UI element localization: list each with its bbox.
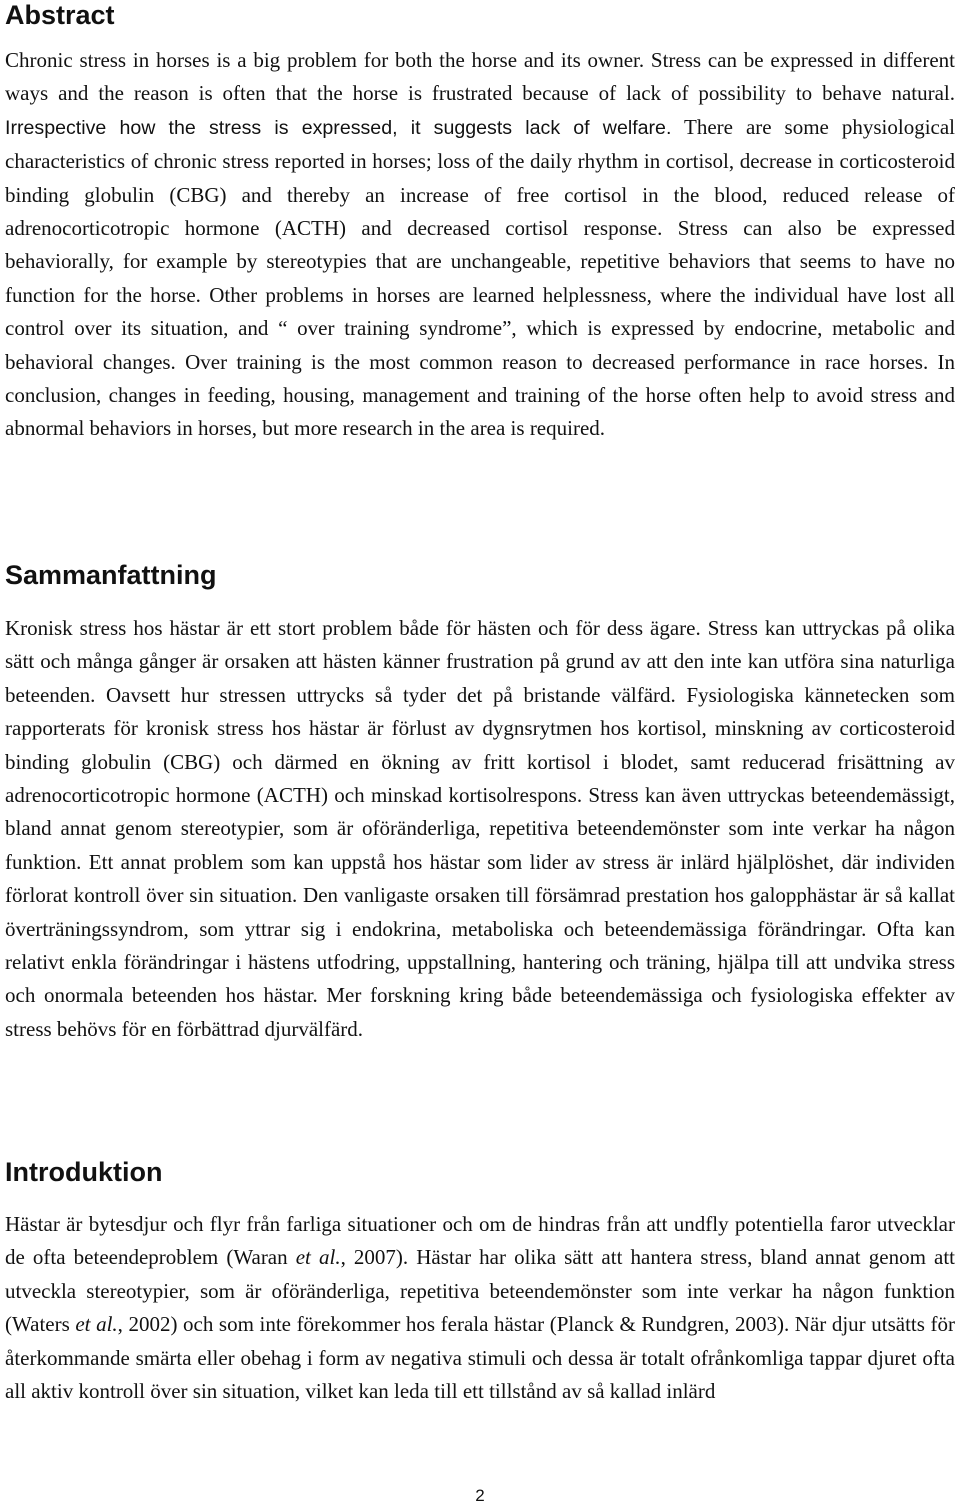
abstract-heading: Abstract — [5, 0, 115, 30]
introduktion-paragraph — [5, 1208, 955, 1408]
citation-et-al-2: et al. — [75, 1312, 118, 1337]
sammanfattning-paragraph: Kronisk stress hos hästar är ett stort problem både för hästen och för dess ägare. Stress kan uttryckas på olika sätt och många gånger är orsaken att hästen känner frustration på grund av att den inte kan utföra sina naturliga beteenden. Oavsett hur stressen uttrycks så tyder det på bristande välfärd. Fysiologiska kännetecken som rapporterats för kronisk stress hos hästar är förlust av dygnsrytmen hos kortisol, minskning av corticosteroid binding globulin (CBG) och därmed en ökning av fritt kortisol i blodet, samt reducerad frisättning av adrenocorticotropic hormone (ACTH) och minskad kortisolrespons. Stress kan även uttryckas beteendemässigt, bland annat genom stereotypier, som är oföränderliga, repetitiva beteendemönster som inte verkar ha någon funktion. Ett annat problem som kan uppstå hos hästar som lider av stress är inlärd hjälplöshet, där individen förlorat kontroll över sin situation. Den vanligaste orsaken till försämrad prestation hos galopphästar är så kallat överträningssyndrom, som yttrar sig i endokrina, metaboliska och beteendemässiga förändringar. Ofta kan relativt enkla förändringar i hästens utfodring, uppstallning, hantering och träning, hjälpa till att undvika stress och onormala beteenden hos hästar. Mer forskning kring både beteendemässiga och fysiologiska effekter av stress behövs för en förbättrad djurvälfärd. — [5, 616, 955, 1041]
introduktion-text-part-3: , 2002) och som inte förekommer hos ferala hästar (Planck & Rundgren, 2003). När djur utsätts för återkommande smärta eller obehag i form av negativa stimuli och dessa är totalt ofrånkomliga tappar djuret ofta all aktiv kontroll över sin situation, vilket kan leda till ett tillstånd av så kallad inlärd — [5, 1312, 955, 1404]
introduktion-heading: Introduktion — [5, 1157, 163, 1187]
abstract-section — [5, 0, 955, 446]
introduktion-text-part-1: Hästar är bytesdjur och flyr från farliga situationer och om de hindras från att undfly potentiella faror utvecklar de ofta beteendeproblem (Waran — [5, 1212, 955, 1270]
abstract-text-part-2: Irrespective how the stress is expressed, it suggests lack of welfare. — [5, 116, 672, 139]
sammanfattning-heading: Sammanfattning — [5, 560, 217, 590]
sammanfattning-section — [5, 560, 955, 1046]
introduktion-section — [5, 1157, 955, 1408]
abstract-text-part-3: There are some physiological characteristics of chronic stress reported in horses; loss of the daily rhythm in cortisol, decrease in corticosteroid binding globulin (CBG) and thereby an increase of free cortisol in the blood, reduced release of adrenocorticotropic hormone (ACTH) and decreased cortisol response. Stress can also be expressed behaviorally, for example by stereotypies that are unchangeable, repetitive behaviors that seems to have no function for the horse. Other problems in horses are learned helplessness, where the individual have lost all control over its situation, and “ over training syndrome”, which is expressed by endocrine, metabolic and behavioral changes. Over training is the most common reason to decreased performance in race horses. In conclusion, changes in feeding, housing, management and training of the horse often help to avoid stress and abnormal behaviors in horses, but more research in the area is required. — [5, 114, 956, 441]
introduktion-text-part-2: , 2007). Hästar har olika sätt att hantera stress, bland annat genom att utveckla stereotypier, som är oföränderliga, repetitiva beteendemönster som inte verkar ha någon funktion (Waters — [5, 1245, 955, 1337]
abstract-paragraph — [5, 44, 955, 446]
citation-et-al-1: et al. — [295, 1245, 341, 1270]
page-number: 2 — [475, 1486, 485, 1505]
abstract-text-part-1: Chronic stress in horses is a big problem for both the horse and its owner. Stress can be expressed in different ways and the reason is often that the horse is frustrated because of lack of possibility to behave natural. — [5, 48, 955, 106]
